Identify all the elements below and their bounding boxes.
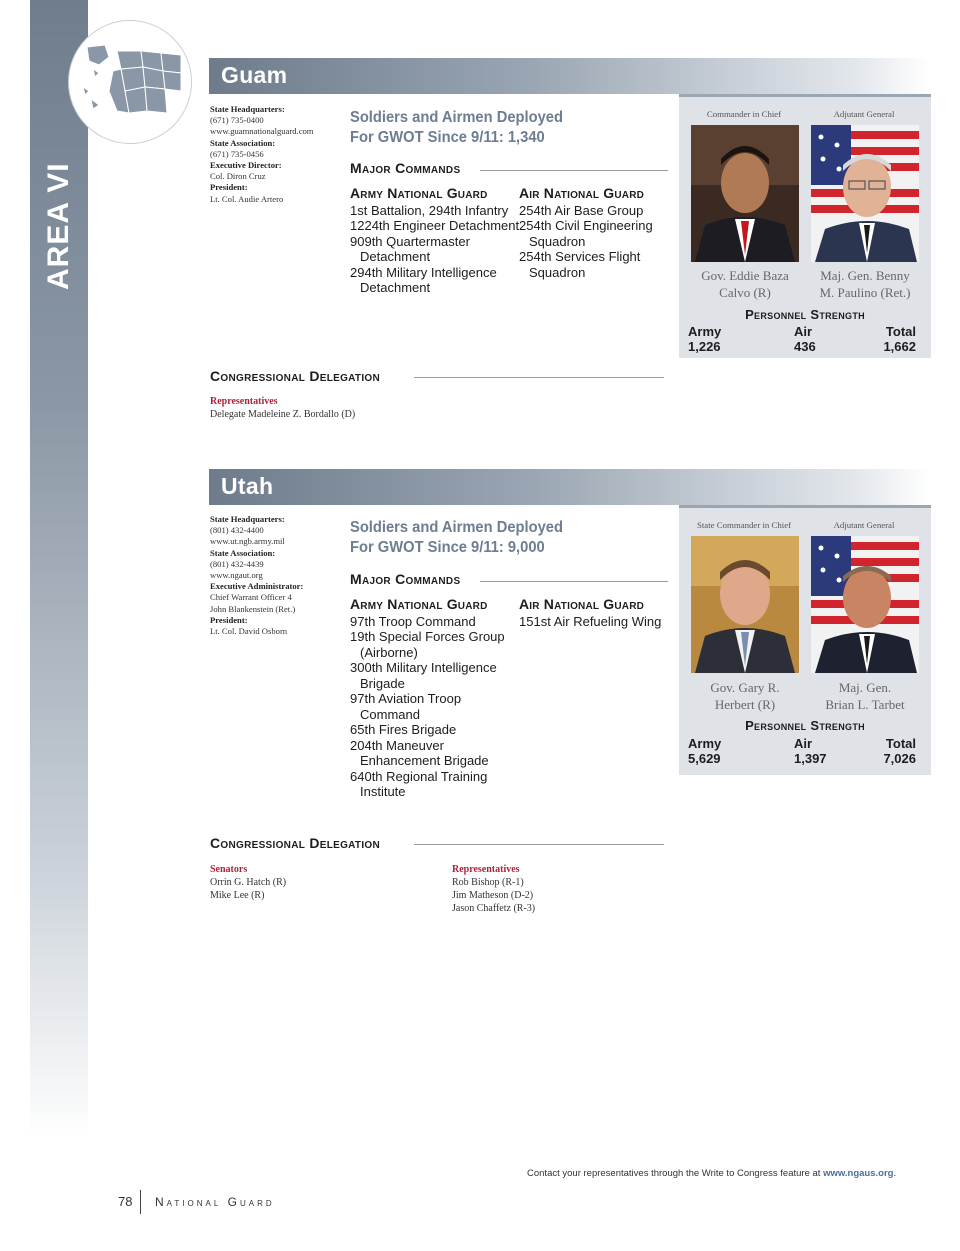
commander-photo <box>691 125 799 262</box>
strength-value: 5,629 <box>688 750 721 766</box>
state-banner <box>209 469 931 505</box>
contact-line: www.ut.ngb.army.mil <box>210 536 285 547</box>
strength-value: 1,662 <box>883 338 916 354</box>
contact-line: Lt. Col. Audie Artero <box>210 193 284 204</box>
list-item: 640th Regional Training Institute <box>350 768 488 799</box>
list-item: 254th Civil Engineering Squadron <box>519 218 653 249</box>
list-item: 204th Maneuver Enhancement Brigade <box>350 737 489 768</box>
major-commands-heading: Major Commands <box>350 160 461 176</box>
list-item: 300th Military Intelligence Brigade <box>350 660 497 691</box>
adjutant-photo <box>811 125 919 262</box>
adjutant-role: Adjutant General <box>833 520 895 530</box>
total-strength <box>883 325 916 354</box>
name-line: Gov. Gary R. <box>710 680 780 695</box>
area-label <box>42 250 76 290</box>
deployed-count: For GWOT Since 9/11: 9,000 <box>350 539 545 556</box>
footer-text: Contact your representatives through the Write to Congress feature at <box>527 1168 824 1179</box>
adjutant-photo <box>811 536 919 673</box>
air-strength <box>794 737 827 766</box>
divider <box>140 1190 141 1214</box>
contact-line: www.ngaut.org <box>210 570 263 581</box>
page-number: 78 <box>118 1194 133 1209</box>
list-item: 294th Military Intelligence Detachment <box>350 264 497 295</box>
strength-label: Total <box>885 324 916 339</box>
contact-label: Executive Director: <box>210 160 282 171</box>
divider <box>414 377 664 378</box>
name-line: Maj. Gen. <box>838 680 892 695</box>
contact-block <box>210 104 340 205</box>
contact-line: (801) 432-4400 <box>210 525 264 536</box>
deployed-line: Soldiers and Airmen Deployed <box>350 519 563 536</box>
commander-name <box>685 267 805 301</box>
contact-line: (671) 735-0400 <box>210 115 264 126</box>
list-item: 65th Fires Brigade <box>350 722 457 737</box>
air-heading: Air National Guard <box>519 185 645 201</box>
name-line: Gov. Eddie Baza <box>701 268 789 283</box>
leadership-panel <box>679 94 931 358</box>
strength-value: 436 <box>794 338 816 354</box>
deployed-line: Soldiers and Airmen Deployed <box>350 109 563 126</box>
army-strength <box>688 325 721 354</box>
adjutant-name <box>805 679 925 713</box>
strength-label: Air <box>794 736 813 751</box>
name-line: Brian L. Tarbet <box>825 697 905 712</box>
list-item: 151st Air Refueling Wing <box>519 613 662 629</box>
divider <box>480 581 668 582</box>
contact-line: (801) 432-4439 <box>210 558 264 569</box>
representatives-heading: Representatives <box>210 396 278 407</box>
ngaus-link[interactable]: www.ngaus.org <box>823 1168 894 1179</box>
commander-role: Commander in Chief <box>706 109 782 119</box>
army-strength <box>688 737 721 766</box>
list-item: 97th Troop Command <box>350 613 476 629</box>
list-item: Mike Lee (R) <box>210 890 265 901</box>
name-line: M. Paulino (Ret.) <box>819 285 911 300</box>
divider <box>414 844 664 845</box>
state-name: Utah <box>221 473 274 499</box>
list-item: 97th Aviation Troop Command <box>350 691 462 722</box>
personnel-strength-heading: Personnel Strength <box>745 307 865 322</box>
representatives-heading: Representatives <box>452 864 520 875</box>
region-map <box>68 20 192 144</box>
name-line: Calvo (R) <box>719 285 771 300</box>
commander-name <box>685 679 805 713</box>
strength-label: Air <box>794 324 813 339</box>
strength-value: 1,226 <box>688 338 721 354</box>
contact-label: State Association: <box>210 547 276 558</box>
contact-label: President: <box>210 614 248 625</box>
contact-line: Lt. Col. David Osborn <box>210 626 288 637</box>
publication-name: National Guard <box>155 1195 275 1209</box>
western-states-map-icon <box>69 21 192 144</box>
footer-text-end: . <box>893 1168 897 1179</box>
contact-line: John Blankenstein (Ret.) <box>210 603 296 614</box>
list-item: Jason Chaffetz (R-3) <box>452 903 536 914</box>
strength-label: Total <box>885 736 916 751</box>
contact-line: Chief Warrant Officer 4 <box>210 592 292 603</box>
strength-value: 7,026 <box>883 750 916 766</box>
contact-line: www.guamnationalguard.com <box>210 126 314 137</box>
contact-block <box>210 514 340 637</box>
contact-label: Executive Administrator: <box>210 581 304 592</box>
adjutant-role: Adjutant General <box>833 109 895 119</box>
contact-label: State Headquarters: <box>210 514 285 524</box>
army-units-list <box>350 597 520 800</box>
strength-value: 1,397 <box>794 750 827 766</box>
deployed-heading <box>350 518 626 558</box>
commander-role: State Commander in Chief <box>696 520 792 530</box>
army-heading: Army National Guard <box>350 596 488 612</box>
army-heading: Army National Guard <box>350 185 488 201</box>
list-item: 254th Services Flight Squadron <box>519 249 641 280</box>
deployed-heading <box>350 108 626 148</box>
major-commands-heading: Major Commands <box>350 571 461 587</box>
senators-heading: Senators <box>210 864 248 875</box>
state-name: Guam <box>221 62 288 88</box>
army-units-list <box>350 186 520 296</box>
list-item: 254th Air Base Group <box>519 202 644 218</box>
air-units-list <box>519 186 689 280</box>
list-item: Jim Matheson (D-2) <box>452 890 534 901</box>
contact-line: (671) 735-0456 <box>210 148 264 159</box>
name-line: Maj. Gen. Benny <box>820 268 910 283</box>
strength-label: Army <box>688 736 722 751</box>
list-item: 1st Battalion, 294th Infantry <box>350 202 509 218</box>
deployed-count: For GWOT Since 9/11: 1,340 <box>350 129 545 146</box>
air-heading: Air National Guard <box>519 596 645 612</box>
congressional-delegation-heading: Congressional Delegation <box>210 368 381 384</box>
list-item: 19th Special Forces Group (Airborne) <box>350 629 505 660</box>
list-item: Delegate Madeleine Z. Bordallo (D) <box>210 409 356 420</box>
contact-line: Col. Diron Cruz <box>210 171 266 182</box>
divider <box>480 170 668 171</box>
list-item: 1224th Engineer Detachment <box>350 218 520 233</box>
air-strength <box>794 325 816 354</box>
name-line: Herbert (R) <box>714 697 776 712</box>
state-banner <box>209 58 931 94</box>
leadership-panel <box>679 505 931 775</box>
contact-label: President: <box>210 182 248 193</box>
list-item: 909th Quartermaster Detachment <box>350 233 470 264</box>
contact-label: State Headquarters: <box>210 104 285 114</box>
representatives-list <box>210 395 355 421</box>
commander-photo <box>691 536 799 673</box>
representatives-list <box>452 863 535 915</box>
contact-label: State Association: <box>210 137 276 148</box>
air-units-list <box>519 597 689 629</box>
congressional-delegation-heading: Congressional Delegation <box>210 835 381 851</box>
list-item: Rob Bishop (R-1) <box>452 877 524 888</box>
strength-label: Army <box>688 324 722 339</box>
total-strength <box>883 737 916 766</box>
senators-list <box>210 863 286 902</box>
adjutant-name <box>805 267 925 301</box>
footer-note <box>527 1168 896 1179</box>
personnel-strength-heading: Personnel Strength <box>745 718 865 733</box>
list-item: Orrin G. Hatch (R) <box>210 877 287 888</box>
